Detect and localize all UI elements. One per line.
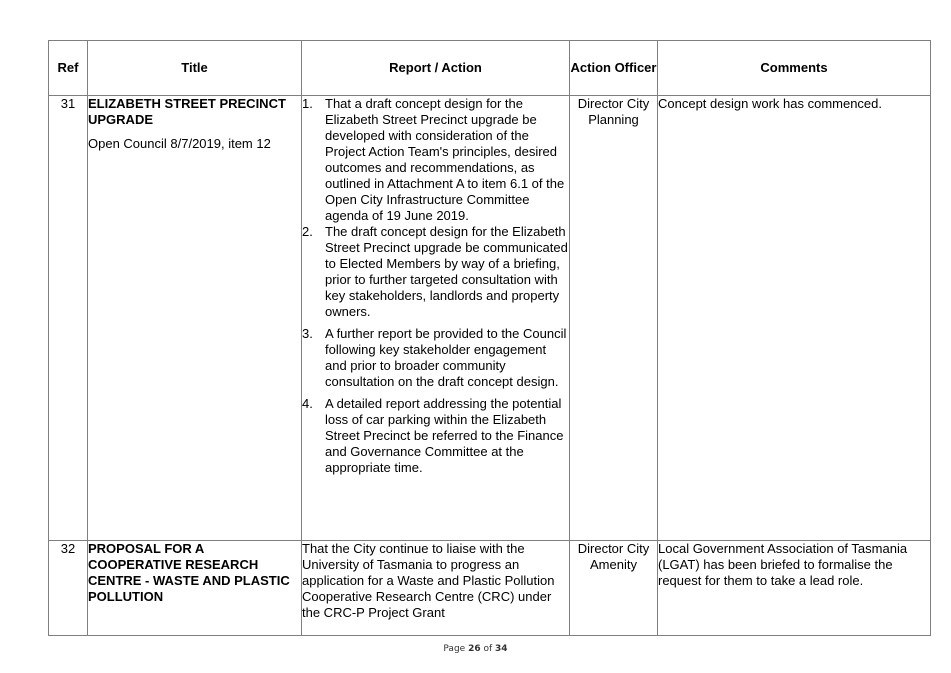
row-title: PROPOSAL FOR A COOPERATIVE RESEARCH CENTRE - WASTE AND PLASTIC POLLUTION: [88, 541, 290, 604]
action-number: 2.: [302, 224, 313, 239]
row-ref: 31: [49, 96, 88, 541]
action-item: [302, 224, 569, 320]
page-total: 34: [495, 644, 508, 654]
action-item: [302, 396, 569, 476]
action-item: [302, 96, 569, 224]
action-text: That the City continue to liaise with the University of Tasmania to progress an application for a Waste and Plastic Pollution Cooperative Research Centre (CRC) under the CRC-P Project Grant: [302, 541, 555, 620]
page-current: 26: [468, 644, 481, 654]
row-title: ELIZABETH STREET PRECINCT UPGRADE: [88, 96, 286, 127]
row-comments: Concept design work has commenced.: [658, 96, 931, 541]
row-officer: Director City Planning: [570, 96, 658, 541]
action-number: 1.: [302, 96, 313, 111]
action-number: 4.: [302, 396, 313, 411]
action-number: 3.: [302, 326, 313, 341]
page-footer: [0, 644, 951, 654]
header-comments: Comments: [658, 41, 931, 96]
header-ref: Ref: [49, 41, 88, 96]
row-title-cell: [88, 96, 302, 541]
header-row: [49, 41, 931, 96]
action-text: A detailed report addressing the potential loss of car parking within the Elizabeth Street Precinct be referred to the Finance and Governance Committee at the appropriate time.: [325, 396, 564, 475]
action-text: The draft concept design for the Elizabeth Street Precinct upgrade be communicated to Elected Members by way of a briefing, prior to further targeted consultation with key stakeholders, landlords and property owners.: [325, 224, 568, 319]
row-officer: Director City Amenity: [570, 541, 658, 636]
row-ref: 32: [49, 541, 88, 636]
header-action-officer: Action Officer: [570, 41, 658, 96]
row-action-cell: [302, 541, 570, 636]
action-list: [302, 96, 569, 476]
row-title-cell: [88, 541, 302, 636]
header-title: Title: [88, 41, 302, 96]
action-table: [48, 40, 931, 636]
table-row: [49, 541, 931, 636]
header-report-action: Report / Action: [302, 41, 570, 96]
action-text: That a draft concept design for the Elizabeth Street Precinct upgrade be developed with consideration of the Project Action Team's principles, desired outcomes and recommendations, as outlined in Attachment A to item 6.1 of the Open City Infrastructure Committee agenda of 19 June 2019.: [325, 96, 565, 223]
action-item: [302, 326, 569, 390]
row-title-reference: Open Council 8/7/2019, item 12: [88, 136, 271, 151]
action-text: A further report be provided to the Council following key stakeholder engagement and prior to broader community consultation on the draft concept design.: [325, 326, 567, 389]
of-word: of: [483, 644, 493, 654]
table-row: [49, 96, 931, 541]
page-word: Page: [443, 644, 466, 654]
row-action-cell: [302, 96, 570, 541]
row-comments: Local Government Association of Tasmania (LGAT) has been briefed to formalise the request for them to take a lead role.: [658, 541, 931, 636]
